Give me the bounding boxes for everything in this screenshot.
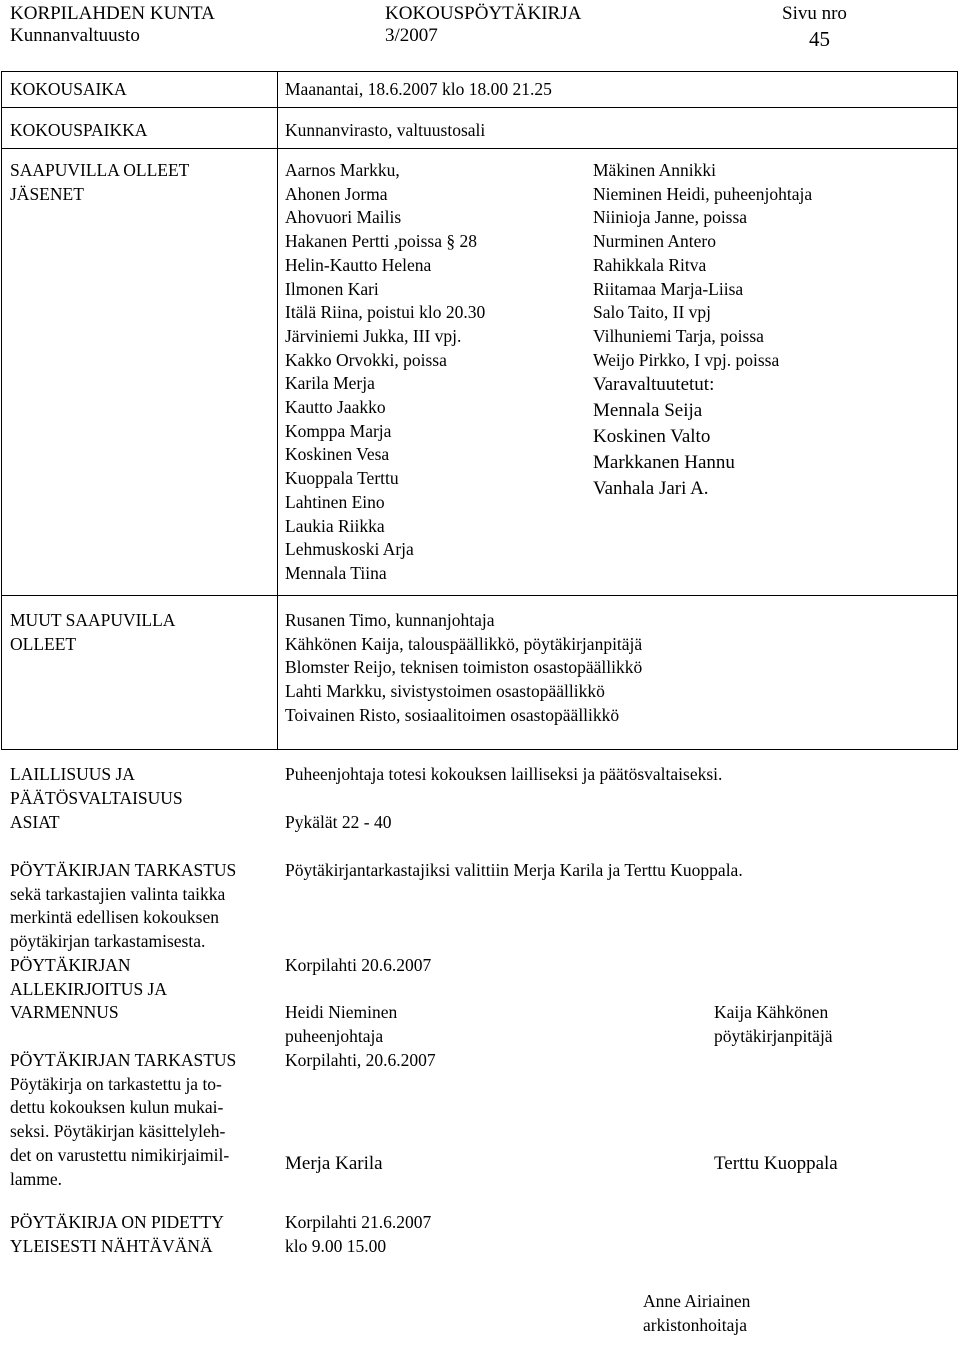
signing-label: PÖYTÄKIRJAN ALLEKIRJOITUS JA VARMENNUS xyxy=(10,955,168,1023)
deputy-name: Mennala Seija xyxy=(593,400,703,421)
member-name: Ahonen Jorma xyxy=(285,183,388,204)
member-name: Lehmuskoski Arja xyxy=(285,539,414,560)
member-name: Kuoppala Terttu xyxy=(285,468,399,489)
inspection-choice-label: PÖYTÄKIRJAN TARKASTUS sekä tarkastajien valinta taikka merkintä edellisen kokouksen pöytäkirjan tarkastamisesta. xyxy=(10,860,237,952)
member-name: Salo Taito, II vpj xyxy=(593,302,712,323)
member-name: Mennala Tiina xyxy=(285,562,387,583)
member-name: Weijo Pirkko, I vpj. poissa xyxy=(593,349,780,370)
member-name: Ahovuori Mailis xyxy=(285,207,402,228)
attendee: Blomster Reijo, teknisen toimiston osastopäällikkö xyxy=(285,657,643,678)
member-name: Nurminen Antero xyxy=(593,231,716,252)
meeting-place-label: KOKOUSPAIKKA xyxy=(10,120,148,140)
members-list-col2 xyxy=(593,159,812,372)
member-name: Riitamaa Marja-Liisa xyxy=(593,278,744,299)
archivist-name: Anne Airiainen xyxy=(643,1291,751,1311)
member-name: Järviniemi Jukka, III vpj. xyxy=(285,325,462,346)
attendee: Rusanen Timo, kunnanjohtaja xyxy=(285,610,495,630)
deputy-name: Vanhala Jari A. xyxy=(593,478,709,499)
inspection-choice-text: Pöytäkirjantarkastajiksi valittiin Merja Karila ja Terttu Kuoppala. xyxy=(285,860,743,880)
document-type: KOKOUSPÖYTÄKIRJA xyxy=(385,3,582,24)
chairperson-signature xyxy=(285,1001,397,1048)
member-name: Hakanen Pertti ,poissa § 28 xyxy=(285,231,477,252)
deputy-name: Markkanen Hannu xyxy=(593,452,735,473)
inspector-name: Terttu Kuoppala xyxy=(714,1153,838,1174)
meeting-time-value: Maanantai, 18.6.2007 klo 18.00 21.25 xyxy=(285,79,552,99)
signer-name: Heidi Nieminen xyxy=(285,1002,398,1022)
display-time: klo 9.00 15.00 xyxy=(285,1235,387,1256)
deputies-list xyxy=(593,372,735,502)
archivist-signature xyxy=(643,1290,750,1337)
secretary-signature xyxy=(714,1001,833,1048)
inspection-label: PÖYTÄKIRJAN TARKASTUS Pöytäkirja on tarkastettu ja to- dettu kokouksen kulun mukai- seksi. Pöytäkirjan käsittelyleh- det on varustettu nimikirjaimil- lamme. xyxy=(10,1050,237,1189)
display-date: Korpilahti 21.6.2007 xyxy=(285,1212,432,1232)
members-list-col1 xyxy=(285,159,485,586)
members-label: SAAPUVILLA OLLEET JÄSENET xyxy=(10,160,190,204)
signer-role: pöytäkirjanpitäjä xyxy=(714,1025,833,1046)
member-name: Laukia Riikka xyxy=(285,515,385,536)
attendee: Toivainen Risto, sosiaalitoimen osastopäällikkö xyxy=(285,704,620,725)
attendee: Kähkönen Kaija, talouspäällikkö, pöytäkirjanpitäjä xyxy=(285,633,643,654)
archivist-role: arkistonhoitaja xyxy=(643,1314,748,1335)
member-name: Mäkinen Annikki xyxy=(593,160,716,180)
member-name: Itälä Riina, poistui klo 20.30 xyxy=(285,302,486,323)
inspector-name: Merja Karila xyxy=(285,1153,383,1174)
public-display-label: PÖYTÄKIRJA ON PIDETTY YLEISESTI NÄHTÄVÄNÄ xyxy=(10,1212,224,1256)
member-name: Koskinen Vesa xyxy=(285,444,390,465)
member-name: Rahikkala Ritva xyxy=(593,254,707,275)
others-list xyxy=(285,609,642,728)
inspection-place-date: Korpilahti, 20.6.2007 xyxy=(285,1050,436,1070)
meeting-place-value: Kunnanvirasto, valtuustosali xyxy=(285,120,486,140)
signer-name: Kaija Kähkönen xyxy=(714,1002,829,1022)
member-name: Aarnos Markku, xyxy=(285,160,400,180)
signer-role: puheenjohtaja xyxy=(285,1025,384,1046)
member-name: Helin-Kautto Helena xyxy=(285,254,432,275)
member-name: Kakko Orvokki, poissa xyxy=(285,349,447,370)
member-name: Nieminen Heidi, puheenjohtaja xyxy=(593,183,813,204)
council-name: Kunnanvaltuusto xyxy=(10,25,140,46)
public-display-period xyxy=(285,1211,431,1258)
signing-place-date: Korpilahti 20.6.2007 xyxy=(285,955,432,975)
page-number: 45 xyxy=(809,27,830,51)
member-name: Kautto Jaakko xyxy=(285,397,386,418)
meeting-time-label: KOKOUSAIKA xyxy=(10,79,127,99)
member-name: Komppa Marja xyxy=(285,420,392,441)
member-name: Ilmonen Kari xyxy=(285,278,379,299)
legality-label: LAILLISUUS JA PÄÄTÖSVALTAISUUS xyxy=(10,764,183,808)
others-label: MUUT SAAPUVILLA OLLEET xyxy=(10,610,176,654)
deputies-heading: Varavaltuutetut: xyxy=(593,374,715,395)
legality-text: Puheenjohtaja totesi kokouksen lailliseksi ja päätösvaltaiseksi. xyxy=(285,764,723,784)
member-name: Niinioja Janne, poissa xyxy=(593,207,748,228)
agenda-label: ASIAT xyxy=(10,812,60,832)
attendee: Lahti Markku, sivistystoimen osastopäällikkö xyxy=(285,681,605,702)
page-label: Sivu nro xyxy=(782,3,847,24)
member-name: Lahtinen Eino xyxy=(285,491,385,512)
agenda-text: Pykälät 22 - 40 xyxy=(285,812,392,832)
municipality-name: KORPILAHDEN KUNTA xyxy=(10,3,215,24)
document-number: 3/2007 xyxy=(385,25,438,46)
member-name: Karila Merja xyxy=(285,373,375,394)
deputy-name: Koskinen Valto xyxy=(593,426,711,447)
member-name: Vilhuniemi Tarja, poissa xyxy=(593,325,764,346)
